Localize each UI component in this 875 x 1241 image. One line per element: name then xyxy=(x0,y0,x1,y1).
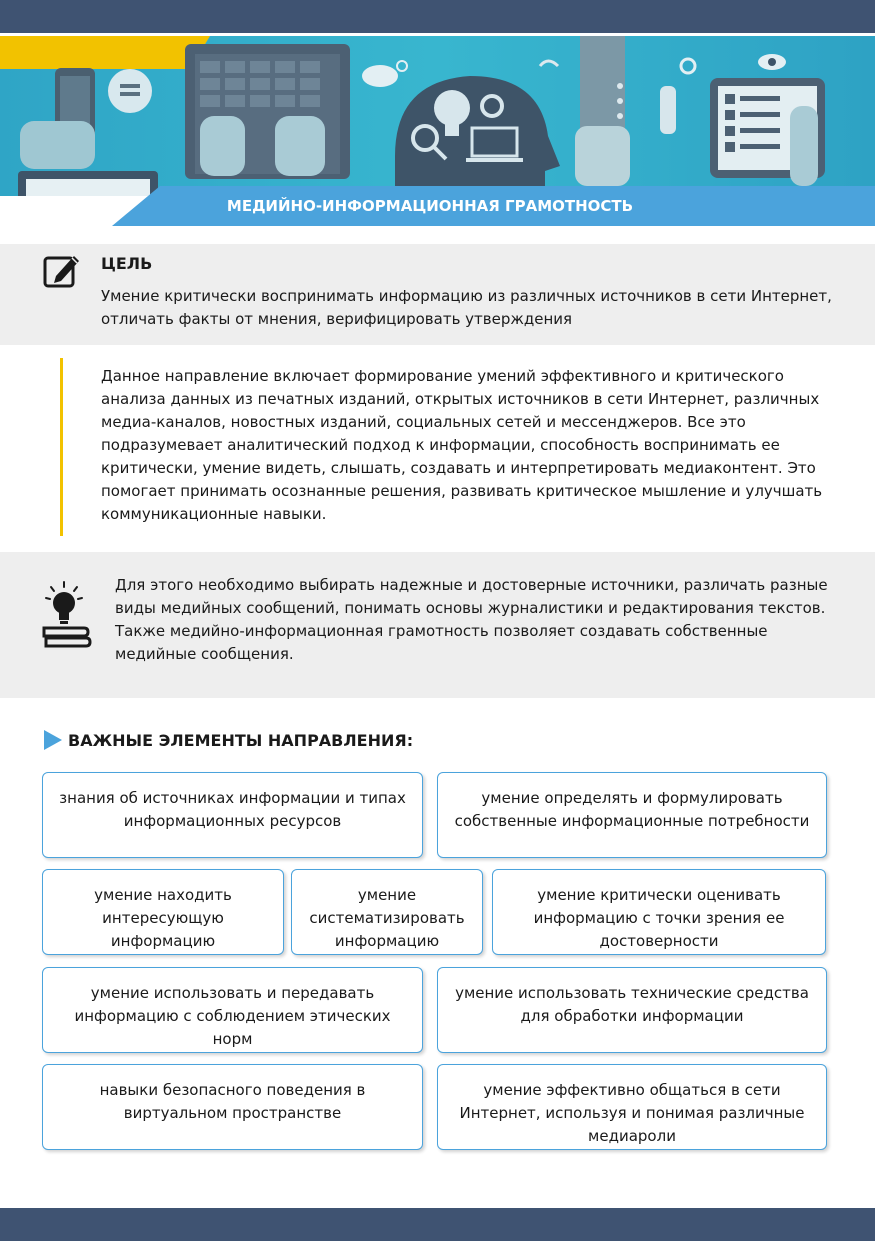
hero-illustration xyxy=(0,36,875,196)
element-card: умение определять и формулировать собственные информационные потребности xyxy=(437,772,827,858)
lightbulb-books-icon xyxy=(40,580,92,648)
top-bar xyxy=(0,0,875,33)
goal-text: Умение критически воспринимать информацию из различных источников в сети Интернет, отличать факты от мнения, верифицировать утверждения xyxy=(101,287,832,328)
element-card: умение критически оценивать информацию с точки зрения ее достоверности xyxy=(492,869,826,955)
page-title: МЕДИЙНО-ИНФОРМАЦИОННАЯ ГРАМОТНОСТЬ xyxy=(226,197,634,215)
element-card: умение находить интересующую информацию xyxy=(42,869,284,955)
play-triangle-icon xyxy=(44,730,62,750)
goal-heading: ЦЕЛЬ xyxy=(101,254,153,273)
accent-line xyxy=(60,358,63,536)
element-card: знания об источниках информации и типах информационных ресурсов xyxy=(42,772,423,858)
pencil-square-icon xyxy=(42,250,82,290)
description-text: Данное направление включает формирование умений эффективного и критического анализа данных из печатных изданий, открытых источников в сети Интернет, различных медиа-каналов, новостных изданий, социальных сетей и мессенджеров. Все это подразумевает аналитический подход к информации, способность воспринимать ее критически, умение видеть, слышать, создавать и интерпретировать медиаконтент. Это помогает принимать осознанные решения, развивать критическое мышление и улучшать коммуникационные навыки. xyxy=(101,367,823,523)
element-card: умение использовать технические средства для обработки информации xyxy=(437,967,827,1053)
element-card: навыки безопасного поведения в виртуальном пространстве xyxy=(42,1064,423,1150)
element-card: умение использовать и передавать информацию с соблюдением этических норм xyxy=(42,967,423,1053)
element-card: умение систематизировать информацию xyxy=(291,869,483,955)
element-card: умение эффективно общаться в сети Интернет, используя и понимая различные медиароли xyxy=(437,1064,827,1150)
bottom-bar xyxy=(0,1208,875,1241)
section-heading: ВАЖНЫЕ ЭЛЕМЕНТЫ НАПРАВЛЕНИЯ: xyxy=(68,731,414,750)
tip-text: Для этого необходимо выбирать надежные и достоверные источники, различать разные виды медийных сообщений, понимать основы журналистики и редактирования текстов. Также медийно-информационная грамотность позволяет создавать собственные медийные сообщения. xyxy=(115,576,828,663)
